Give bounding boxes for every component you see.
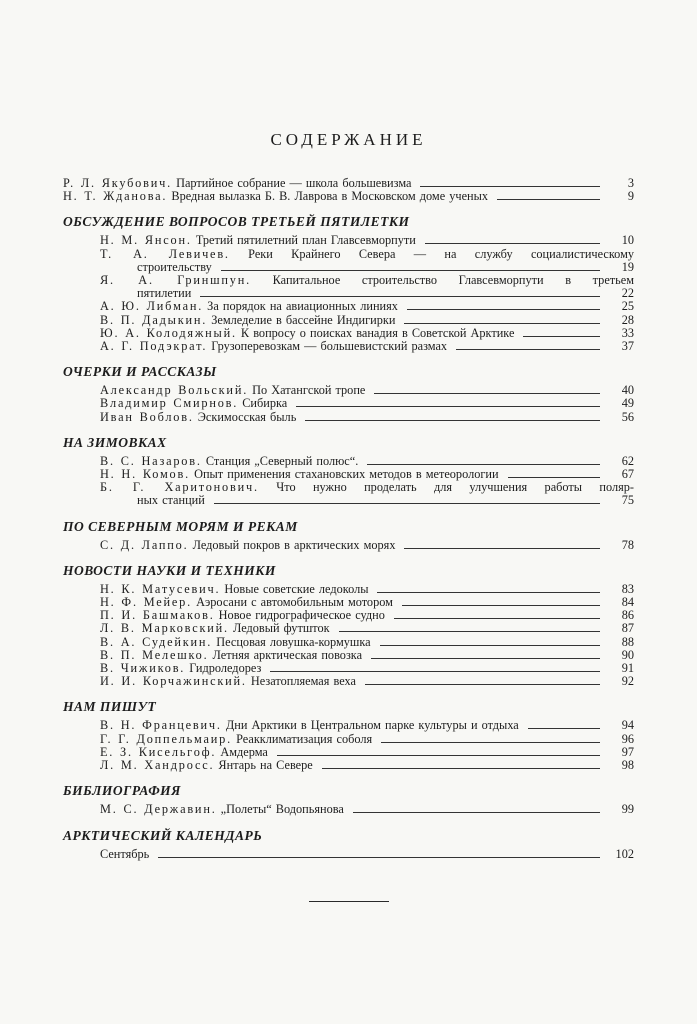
leader-line [377,592,600,593]
leader-line [158,857,600,858]
toc-section [63,829,634,861]
entry-page-number: 67 [621,467,634,482]
entry-title: Амдерма [220,744,268,759]
entry-page-number: 22 [621,286,634,301]
entry-author: В. Чижиков. [100,661,186,676]
entry-page-number: 97 [621,744,634,759]
entry-page-number: 90 [621,647,634,662]
entry-title: Незатопляемая веха [250,674,356,689]
page-title: СОДЕРЖАНИЕ [270,130,427,149]
section-heading: ОЧЕРКИ И РАССКАЗЫ [63,364,217,380]
entry-author: Ю. А. Колодяжный. [100,325,237,340]
entry-text [100,539,395,552]
entry-page-number: 102 [615,846,634,861]
section-heading: НА ЗИМОВКАХ [63,434,167,450]
entry-author: Л. М. Хандросс. [100,758,215,773]
entry-author: С. Д. Лаппо. [100,537,189,552]
entry-title: Сентябрь [100,846,150,861]
toc-section [63,177,634,203]
entry-title: Реакклиматизация соболя [236,731,373,746]
entry-page-number: 37 [621,339,634,354]
entry-title: Ледовый футшток [232,621,330,636]
entry-author: Иван Воблов. [100,409,194,424]
entry-page-number: 10 [621,233,634,248]
leader-line [394,618,600,619]
entry-author: В. Н. Францевич. [100,718,222,733]
entry-title: Грузоперевозкам — большевистский размах [211,339,448,354]
entry-title: Песцовая ловушка-кормушка [216,634,371,649]
section-heading: НОВОСТИ НАУКИ И ТЕХНИКИ [63,562,276,578]
entry-page-number: 56 [621,409,634,424]
entry-author: Владимир Смирнов. [100,396,239,411]
entry-author: Н. Т. Жданова. [63,189,168,204]
leader-line [425,243,600,244]
entry-text [100,340,447,353]
entry-page-number: 98 [621,758,634,773]
leader-line [270,671,600,672]
entry-text [100,247,634,261]
entry-page-number: 92 [621,674,634,689]
entry-title: За порядок на авиационных линиях [207,299,398,314]
leader-line [380,645,600,646]
leader-line [371,658,600,659]
entry-page-number: 87 [621,621,634,636]
entry-author: Александр Вольский. [100,383,249,398]
toc-entry [63,190,634,203]
toc-entry [63,340,634,353]
leader-line [296,406,600,407]
entry-author: В. А. Судейкин. [100,634,213,649]
entry-page-number: 3 [627,176,634,190]
entry-author: Г. Г. Доппельмаир. [100,731,232,746]
leader-line [374,393,600,394]
entry-page-number: 33 [621,325,634,340]
entry-page-number: 49 [621,396,634,411]
toc-section [63,520,634,552]
entry-text [100,411,296,424]
entry-title: Эскимосская быль [197,409,297,424]
entry-author: Б. Г. Харитонович. [100,480,259,495]
entry-title: Дни Арктики в Центральном парке культуры и отдыха [225,718,519,733]
leader-line [404,548,600,549]
entry-author: Н. Н. Комов. [100,467,190,482]
entry-page-number: 94 [621,718,634,733]
section-heading: БИБЛИОГРАФИЯ [63,783,181,799]
section-heading: ПО СЕВЕРНЫМ МОРЯМ И РЕКАМ [63,518,298,534]
leader-line [221,270,600,271]
toc-section [63,365,634,424]
entry-continuation-text: строительству [137,259,212,274]
toc-section [63,436,634,508]
entry-title: Новые советские ледоколы [224,581,369,596]
entry-title: Капитальное строительство Главсевморпути в третьем [272,273,634,288]
entry-title: К вопросу о поисках ванадия в Советской Арктике [240,325,515,340]
entry-title: „Полеты“ Водопьянова [220,802,344,817]
entry-page-number: 19 [621,259,634,274]
toc-section [63,784,634,816]
entry-title: Земледелие в бассейне Индигирки [211,312,396,327]
entry-author: Е. З. Кисельгоф. [100,744,217,759]
entry-author: Л. В. Марковский. [100,621,229,636]
entry-page-number: 83 [621,581,634,596]
entry-author: И. И. Корчажинский. [100,674,247,689]
entry-title: Летняя арктическая повозка [212,647,363,662]
entry-page-number: 25 [621,299,634,314]
entry-text [100,480,634,494]
toc-entry [63,803,634,816]
leader-line [339,631,600,632]
leader-line [402,605,600,606]
toc-section [63,564,634,689]
entry-page-number: 75 [621,493,634,508]
entry-text [100,803,344,816]
leader-line [420,186,600,187]
entry-page-number: 62 [621,453,634,468]
leader-line [404,323,600,324]
entry-text [100,759,313,772]
entry-title: Аэросани с автомобильным мотором [196,595,393,610]
entry-title: Партийное собрание — школа большевизма [176,176,412,190]
entry-page-number: 28 [621,312,634,327]
footer-rule [309,901,389,902]
leader-line [365,684,600,685]
entry-author: А. Ю. Либман. [100,299,204,314]
entry-title: Вредная вылазка Б. В. Лаврова в Московском доме ученых [171,189,489,204]
toc-entry-continuation [63,494,634,507]
entry-title: Станция „Северный полюс“. [205,453,359,468]
toc-entry [63,848,634,861]
section-heading: НАМ ПИШУТ [63,699,157,715]
toc-entry [63,759,634,772]
entry-author: Н. Ф. Мейер. [100,595,192,610]
entry-page-number: 84 [621,595,634,610]
entry-text [100,675,356,688]
entry-page-number: 40 [621,383,634,398]
entry-author: Т. А. Левичев. [100,246,230,261]
entry-page-number: 91 [621,661,634,676]
leader-line [508,477,600,478]
entry-author: В. П. Мелешко. [100,647,209,662]
entry-title: По Хатангской тропе [252,383,366,398]
toc-entry [63,411,634,424]
entry-author: П. И. Башмаков. [100,608,215,623]
leader-line [277,755,600,756]
entry-title: Янтарь на Севере [218,758,313,773]
leader-line [200,296,600,297]
leader-line [305,420,600,421]
leader-line [407,309,600,310]
entry-text [100,848,149,861]
entry-title: Что нужно проделать для улучшения работы поляр- [276,480,634,495]
entry-title: Новое гидрографическое судно [218,608,385,623]
toc-entry [63,675,634,688]
entry-page-number: 88 [621,634,634,649]
entry-author: В. П. Дадыкин. [100,312,208,327]
section-heading: ОБСУЖДЕНИЕ ВОПРОСОВ ТРЕТЬЕЙ ПЯТИЛЕТКИ [63,214,410,230]
toc-sections [63,177,634,861]
entry-author: Я. А. Гриншпун. [100,273,251,288]
entry-title: Ледовый покров в арктических морях [192,537,396,552]
entry-author: Р. Л. Якубович. [63,176,172,190]
leader-line [381,742,600,743]
entry-title: Третий пятилетний план Главсевморпути [195,233,416,248]
leader-line [322,768,600,769]
toc-section [63,700,634,772]
leader-line [353,812,600,813]
entry-page-number: 9 [627,189,634,204]
entry-continuation-text: пятилетии [137,286,192,301]
leader-line [528,728,600,729]
entry-text [100,273,634,287]
leader-line [367,464,600,465]
entry-page-number: 78 [621,537,634,552]
entry-author: Н. К. Матусевич. [100,581,221,596]
entry-page-number: 86 [621,608,634,623]
entry-title: Опыт применения стахановских методов в метеорологии [194,467,499,482]
entry-title: Сибирка [242,396,288,411]
entry-page-number: 99 [621,802,634,817]
leader-line [214,503,600,504]
entry-text [63,190,488,203]
entry-continuation-text: ных станций [137,493,205,508]
entry-author: А. Г. Подэкрат. [100,339,208,354]
section-heading: АРКТИЧЕСКИЙ КАЛЕНДАРЬ [63,827,263,843]
leader-line [523,336,600,337]
entry-page-number: 96 [621,731,634,746]
leader-line [497,199,600,200]
toc-entry [63,248,634,261]
entry-author: В. С. Назаров. [100,453,202,468]
entry-author: Н. М. Янсон. [100,233,192,248]
toc-entry [63,539,634,552]
entry-title: Реки Крайнего Севера — на службу социалистическому [248,246,635,261]
toc-section [63,215,634,353]
entry-author: М. С. Державин. [100,802,217,817]
entry-title: Гидроледорез [189,661,262,676]
leader-line [456,349,600,350]
